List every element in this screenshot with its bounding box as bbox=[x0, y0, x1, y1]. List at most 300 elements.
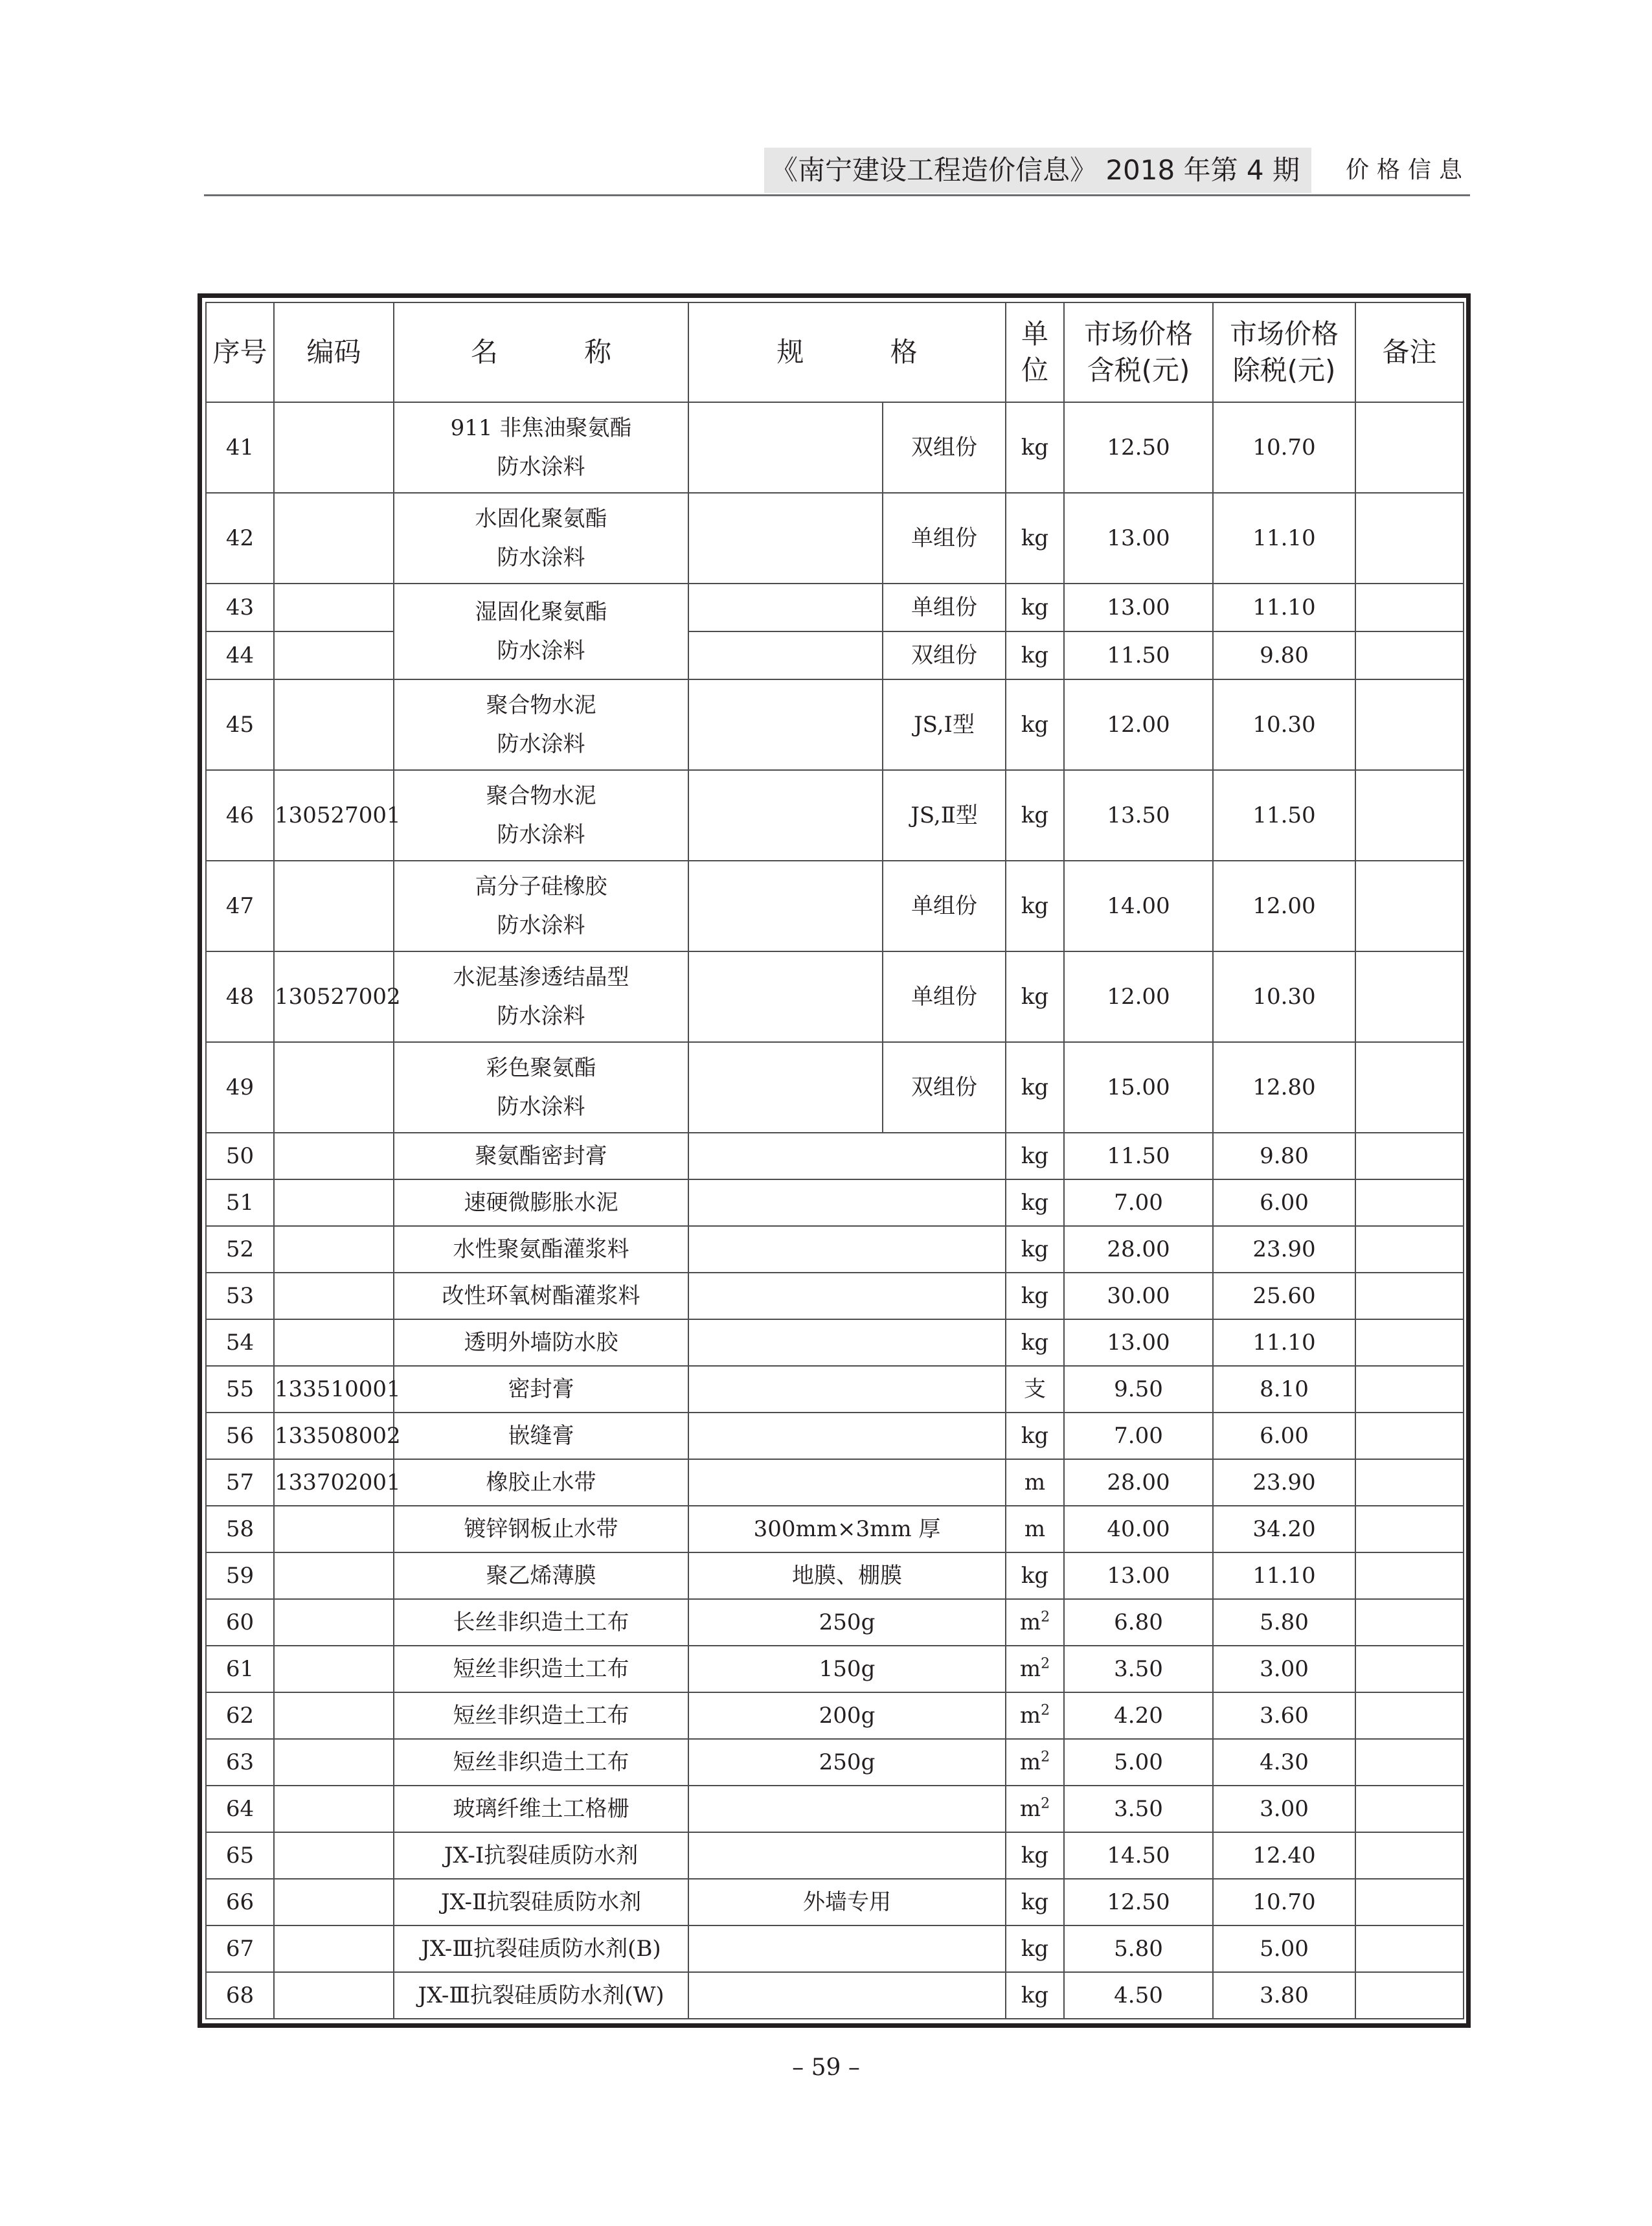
cell-price-excl: 8.10 bbox=[1213, 1366, 1355, 1413]
cell-no: 65 bbox=[206, 1832, 274, 1879]
cell-price-excl: 9.80 bbox=[1213, 1133, 1355, 1179]
cell-note bbox=[1355, 1599, 1464, 1646]
cell-code bbox=[274, 1133, 394, 1179]
cell-note bbox=[1355, 1319, 1464, 1366]
name-line: 水性聚氨酯灌浆料 bbox=[453, 1236, 629, 1262]
cell-code: 133508002 bbox=[274, 1413, 394, 1459]
cell-spec bbox=[688, 1413, 1006, 1459]
page-number: – 59 – bbox=[792, 2054, 860, 2081]
cell-name bbox=[394, 1179, 688, 1226]
superscript-2: 2 bbox=[1041, 1702, 1050, 1719]
cell-price-incl: 7.00 bbox=[1064, 1179, 1213, 1226]
name-line: 防水涂料 bbox=[497, 913, 585, 938]
header-rule bbox=[204, 194, 1470, 196]
cell-no: 43 bbox=[206, 584, 274, 631]
name-line: 聚氨酯密封膏 bbox=[475, 1143, 607, 1169]
cell-code bbox=[274, 1226, 394, 1273]
cell-spec-left bbox=[688, 631, 883, 679]
cell-spec bbox=[688, 1925, 1006, 1972]
cell-no: 45 bbox=[206, 679, 274, 770]
cell-code bbox=[274, 1506, 394, 1552]
table-row bbox=[206, 1739, 1464, 1786]
cell-unit: kg bbox=[1006, 1042, 1064, 1133]
cell-name bbox=[394, 402, 688, 493]
table-row bbox=[206, 1646, 1464, 1692]
cell-unit: kg bbox=[1006, 770, 1064, 861]
cell-name bbox=[394, 1552, 688, 1599]
cell-unit: kg bbox=[1006, 402, 1064, 493]
cell-price-excl: 10.30 bbox=[1213, 679, 1355, 770]
cell-note bbox=[1355, 1226, 1464, 1273]
name-line: 长丝非织造土工布 bbox=[453, 1609, 629, 1635]
name-line: JX-Ⅲ抗裂硅质防水剂(B) bbox=[421, 1936, 661, 1962]
cell-spec bbox=[688, 1832, 1006, 1879]
cell-spec: 外墙专用 bbox=[688, 1879, 1006, 1925]
table-row bbox=[206, 584, 1464, 631]
cell-price-incl: 40.00 bbox=[1064, 1506, 1213, 1552]
cell-spec bbox=[688, 1786, 1006, 1832]
cell-price-excl: 6.00 bbox=[1213, 1179, 1355, 1226]
cell-spec-left bbox=[688, 679, 883, 770]
table-row bbox=[206, 1413, 1464, 1459]
cell-note bbox=[1355, 584, 1464, 631]
name-line: 聚合物水泥 bbox=[486, 692, 596, 718]
table-header-row bbox=[206, 302, 1464, 402]
cell-unit: kg bbox=[1006, 1413, 1064, 1459]
cell-price-excl: 3.60 bbox=[1213, 1692, 1355, 1739]
cell-spec: 200g bbox=[688, 1692, 1006, 1739]
name-line: 防水涂料 bbox=[497, 1003, 585, 1029]
cell-name bbox=[394, 1366, 688, 1413]
cell-code bbox=[274, 402, 394, 493]
cell-price-incl: 13.00 bbox=[1064, 493, 1213, 584]
name-line: 防水涂料 bbox=[497, 822, 585, 848]
cell-name bbox=[394, 1972, 688, 2019]
cell-price-excl: 34.20 bbox=[1213, 1506, 1355, 1552]
cell-spec bbox=[688, 1972, 1006, 2019]
cell-spec: 250g bbox=[688, 1599, 1006, 1646]
col-header-spec: 规 格 bbox=[688, 302, 1006, 402]
cell-unit: kg bbox=[1006, 861, 1064, 951]
cell-name bbox=[394, 1832, 688, 1879]
table-row bbox=[206, 1273, 1464, 1319]
cell-no: 48 bbox=[206, 951, 274, 1042]
cell-name bbox=[394, 1413, 688, 1459]
cell-no: 47 bbox=[206, 861, 274, 951]
cell-spec bbox=[688, 1226, 1006, 1273]
cell-name bbox=[394, 1786, 688, 1832]
table-row bbox=[206, 402, 1464, 493]
cell-spec-right: 单组份 bbox=[883, 951, 1006, 1042]
cell-spec-left bbox=[688, 584, 883, 631]
superscript-2: 2 bbox=[1041, 1655, 1050, 1672]
cell-name bbox=[394, 861, 688, 951]
cell-price-incl: 30.00 bbox=[1064, 1273, 1213, 1319]
cell-price-excl: 3.00 bbox=[1213, 1786, 1355, 1832]
cell-spec-right: JS,Ⅰ型 bbox=[883, 679, 1006, 770]
section-title: 价格信息 bbox=[1345, 157, 1470, 183]
cell-code: 130527001 bbox=[274, 770, 394, 861]
cell-unit: m bbox=[1006, 1459, 1064, 1506]
cell-no: 59 bbox=[206, 1552, 274, 1599]
cell-note bbox=[1355, 1179, 1464, 1226]
cell-spec bbox=[688, 1133, 1006, 1179]
cell-code: 133702001 bbox=[274, 1459, 394, 1506]
cell-no: 56 bbox=[206, 1413, 274, 1459]
cell-spec: 150g bbox=[688, 1646, 1006, 1692]
cell-spec bbox=[688, 1179, 1006, 1226]
name-line: 防水涂料 bbox=[497, 638, 585, 664]
cell-price-incl: 11.50 bbox=[1064, 631, 1213, 679]
table-row bbox=[206, 1692, 1464, 1739]
table-row bbox=[206, 493, 1464, 584]
cell-price-incl: 13.00 bbox=[1064, 1319, 1213, 1366]
cell-unit: kg bbox=[1006, 1879, 1064, 1925]
cell-price-incl: 12.50 bbox=[1064, 402, 1213, 493]
cell-spec-left bbox=[688, 493, 883, 584]
name-line: 水固化聚氨酯 bbox=[475, 506, 607, 532]
col-header-price-excl: 市场价格 除税(元) bbox=[1213, 302, 1355, 402]
name-line: 速硬微膨胀水泥 bbox=[464, 1190, 618, 1216]
cell-note bbox=[1355, 770, 1464, 861]
cell-unit: m bbox=[1006, 1506, 1064, 1552]
cell-price-incl: 12.50 bbox=[1064, 1879, 1213, 1925]
cell-unit: kg bbox=[1006, 1925, 1064, 1972]
cell-code bbox=[274, 1879, 394, 1925]
table-row bbox=[206, 951, 1464, 1042]
cell-price-incl: 4.50 bbox=[1064, 1972, 1213, 2019]
cell-no: 55 bbox=[206, 1366, 274, 1413]
name-line: 短丝非织造土工布 bbox=[453, 1749, 629, 1775]
cell-price-incl: 28.00 bbox=[1064, 1459, 1213, 1506]
cell-price-excl: 5.80 bbox=[1213, 1599, 1355, 1646]
cell-price-incl: 4.20 bbox=[1064, 1692, 1213, 1739]
name-line: 防水涂料 bbox=[497, 731, 585, 757]
cell-note bbox=[1355, 402, 1464, 493]
cell-spec-left bbox=[688, 1042, 883, 1133]
cell-note bbox=[1355, 861, 1464, 951]
cell-price-incl: 6.80 bbox=[1064, 1599, 1213, 1646]
cell-no: 54 bbox=[206, 1319, 274, 1366]
cell-no: 58 bbox=[206, 1506, 274, 1552]
cell-code bbox=[274, 1692, 394, 1739]
cell-spec-right: 单组份 bbox=[883, 584, 1006, 631]
cell-price-incl: 15.00 bbox=[1064, 1042, 1213, 1133]
name-line: 聚合物水泥 bbox=[486, 783, 596, 809]
cell-no: 51 bbox=[206, 1179, 274, 1226]
table-row bbox=[206, 1133, 1464, 1179]
cell-price-incl: 14.00 bbox=[1064, 861, 1213, 951]
cell-price-excl: 3.80 bbox=[1213, 1972, 1355, 2019]
cell-price-excl: 5.00 bbox=[1213, 1925, 1355, 1972]
cell-no: 62 bbox=[206, 1692, 274, 1739]
cell-name bbox=[394, 1459, 688, 1506]
name-line: JX-Ⅱ抗裂硅质防水剂 bbox=[440, 1889, 642, 1915]
cell-no: 44 bbox=[206, 631, 274, 679]
table-row bbox=[206, 1319, 1464, 1366]
cell-unit: kg bbox=[1006, 1972, 1064, 2019]
cell-code: 133510001 bbox=[274, 1366, 394, 1413]
cell-name bbox=[394, 1319, 688, 1366]
cell-no: 46 bbox=[206, 770, 274, 861]
cell-unit: kg bbox=[1006, 1552, 1064, 1599]
cell-code bbox=[274, 631, 394, 679]
cell-price-excl: 12.40 bbox=[1213, 1832, 1355, 1879]
cell-price-incl: 13.00 bbox=[1064, 584, 1213, 631]
cell-price-excl: 12.00 bbox=[1213, 861, 1355, 951]
cell-note bbox=[1355, 1366, 1464, 1413]
cell-note bbox=[1355, 679, 1464, 770]
col-header-name: 名 称 bbox=[394, 302, 688, 402]
cell-spec bbox=[688, 1366, 1006, 1413]
cell-price-incl: 14.50 bbox=[1064, 1832, 1213, 1879]
cell-price-incl: 5.80 bbox=[1064, 1925, 1213, 1972]
superscript-2: 2 bbox=[1041, 1749, 1050, 1766]
name-line: 嵌缝膏 bbox=[508, 1423, 574, 1449]
cell-code bbox=[274, 1179, 394, 1226]
table-row bbox=[206, 1972, 1464, 2019]
cell-price-incl: 28.00 bbox=[1064, 1226, 1213, 1273]
cell-spec-right: 单组份 bbox=[883, 861, 1006, 951]
cell-unit: kg bbox=[1006, 1832, 1064, 1879]
cell-code bbox=[274, 1925, 394, 1972]
cell-price-incl: 12.00 bbox=[1064, 951, 1213, 1042]
table-row bbox=[206, 1786, 1464, 1832]
cell-unit: $m^2$ bbox=[1006, 1646, 1064, 1692]
cell-note bbox=[1355, 493, 1464, 584]
table-row bbox=[206, 1459, 1464, 1506]
name-line: JX-Ⅲ抗裂硅质防水剂(W) bbox=[418, 1982, 664, 2008]
cell-no: 63 bbox=[206, 1739, 274, 1786]
cell-no: 67 bbox=[206, 1925, 274, 1972]
cell-unit: $m^2$ bbox=[1006, 1786, 1064, 1832]
table-row bbox=[206, 1506, 1464, 1552]
cell-no: 64 bbox=[206, 1786, 274, 1832]
name-line: 镀锌钢板止水带 bbox=[464, 1516, 618, 1542]
cell-name bbox=[394, 679, 688, 770]
cell-unit: kg bbox=[1006, 1273, 1064, 1319]
cell-spec: 地膜、棚膜 bbox=[688, 1552, 1006, 1599]
name-line: 橡胶止水带 bbox=[486, 1470, 596, 1495]
cell-unit: kg bbox=[1006, 493, 1064, 584]
cell-price-incl: 12.00 bbox=[1064, 679, 1213, 770]
cell-price-incl: 11.50 bbox=[1064, 1133, 1213, 1179]
cell-note bbox=[1355, 1879, 1464, 1925]
table-row bbox=[206, 861, 1464, 951]
cell-spec-left bbox=[688, 861, 883, 951]
col-header-note: 备注 bbox=[1355, 302, 1464, 402]
name-line: 湿固化聚氨酯 bbox=[475, 599, 607, 625]
cell-code bbox=[274, 861, 394, 951]
name-line: 玻璃纤维土工格栅 bbox=[453, 1796, 629, 1822]
cell-spec-right: 双组份 bbox=[883, 631, 1006, 679]
table-row bbox=[206, 1879, 1464, 1925]
cell-code bbox=[274, 1552, 394, 1599]
cell-no: 68 bbox=[206, 1972, 274, 2019]
cell-spec-right: 双组份 bbox=[883, 1042, 1006, 1133]
table-row bbox=[206, 1925, 1464, 1972]
cell-spec: 250g bbox=[688, 1739, 1006, 1786]
cell-price-excl: 23.90 bbox=[1213, 1459, 1355, 1506]
cell-spec-left bbox=[688, 770, 883, 861]
table-row bbox=[206, 1179, 1464, 1226]
table-row bbox=[206, 1366, 1464, 1413]
cell-note bbox=[1355, 951, 1464, 1042]
cell-unit: $m^2$ bbox=[1006, 1599, 1064, 1646]
cell-price-incl: 7.00 bbox=[1064, 1413, 1213, 1459]
name-line: 高分子硅橡胶 bbox=[475, 874, 607, 900]
superscript-2: 2 bbox=[1041, 1609, 1050, 1626]
name-line: 911 非焦油聚氨酯 bbox=[450, 415, 632, 441]
cell-spec-left bbox=[688, 951, 883, 1042]
cell-note bbox=[1355, 1925, 1464, 1972]
cell-spec-right: JS,Ⅱ型 bbox=[883, 770, 1006, 861]
cell-unit: $m^2$ bbox=[1006, 1692, 1064, 1739]
cell-no: 41 bbox=[206, 402, 274, 493]
cell-unit: kg bbox=[1006, 951, 1064, 1042]
cell-code bbox=[274, 1786, 394, 1832]
cell-code bbox=[274, 584, 394, 631]
cell-spec bbox=[688, 1319, 1006, 1366]
cell-price-excl: 11.10 bbox=[1213, 1319, 1355, 1366]
cell-name bbox=[394, 1226, 688, 1273]
cell-unit: kg bbox=[1006, 631, 1064, 679]
cell-note bbox=[1355, 1692, 1464, 1739]
col-header-code: 编码 bbox=[274, 302, 394, 402]
cell-spec-right: 双组份 bbox=[883, 402, 1006, 493]
table-row bbox=[206, 1599, 1464, 1646]
cell-no: 42 bbox=[206, 493, 274, 584]
cell-note bbox=[1355, 1832, 1464, 1879]
cell-name bbox=[394, 493, 688, 584]
cell-code bbox=[274, 1646, 394, 1692]
cell-no: 57 bbox=[206, 1459, 274, 1506]
cell-code bbox=[274, 679, 394, 770]
name-line: 密封膏 bbox=[508, 1376, 574, 1402]
name-line: 防水涂料 bbox=[497, 454, 585, 480]
table-row bbox=[206, 1832, 1464, 1879]
cell-no: 53 bbox=[206, 1273, 274, 1319]
page-header bbox=[204, 148, 1470, 193]
cell-name bbox=[394, 1879, 688, 1925]
name-line: 短丝非织造土工布 bbox=[453, 1656, 629, 1682]
cell-unit: kg bbox=[1006, 1319, 1064, 1366]
cell-price-excl: 3.00 bbox=[1213, 1646, 1355, 1692]
cell-code bbox=[274, 1832, 394, 1879]
cell-name bbox=[394, 1042, 688, 1133]
cell-note bbox=[1355, 1739, 1464, 1786]
cell-name bbox=[394, 1646, 688, 1692]
table-row bbox=[206, 679, 1464, 770]
cell-price-excl: 9.80 bbox=[1213, 631, 1355, 679]
cell-spec-left bbox=[688, 402, 883, 493]
cell-name bbox=[394, 951, 688, 1042]
cell-price-incl: 3.50 bbox=[1064, 1786, 1213, 1832]
name-line: 防水涂料 bbox=[497, 1094, 585, 1120]
cell-no: 61 bbox=[206, 1646, 274, 1692]
cell-code bbox=[274, 1972, 394, 2019]
table-body bbox=[206, 402, 1464, 2019]
cell-price-excl: 4.30 bbox=[1213, 1739, 1355, 1786]
cell-note bbox=[1355, 1786, 1464, 1832]
table-row bbox=[206, 1552, 1464, 1599]
name-line: JX-Ⅰ抗裂硅质防水剂 bbox=[444, 1843, 639, 1868]
cell-price-excl: 11.10 bbox=[1213, 493, 1355, 584]
cell-no: 49 bbox=[206, 1042, 274, 1133]
cell-spec bbox=[688, 1273, 1006, 1319]
cell-unit: kg bbox=[1006, 1133, 1064, 1179]
cell-spec-right: 单组份 bbox=[883, 493, 1006, 584]
cell-price-incl: 13.50 bbox=[1064, 770, 1213, 861]
cell-code bbox=[274, 1599, 394, 1646]
col-header-unit: 单 位 bbox=[1006, 302, 1064, 402]
cell-note bbox=[1355, 1413, 1464, 1459]
cell-price-excl: 11.10 bbox=[1213, 584, 1355, 631]
cell-unit: kg bbox=[1006, 679, 1064, 770]
cell-code: 130527002 bbox=[274, 951, 394, 1042]
table-row bbox=[206, 1042, 1464, 1133]
cell-name bbox=[394, 1692, 688, 1739]
cell-note bbox=[1355, 1972, 1464, 2019]
cell-no: 52 bbox=[206, 1226, 274, 1273]
cell-name bbox=[394, 1133, 688, 1179]
cell-code bbox=[274, 1273, 394, 1319]
cell-price-excl: 11.50 bbox=[1213, 770, 1355, 861]
cell-price-excl: 23.90 bbox=[1213, 1226, 1355, 1273]
price-table bbox=[205, 302, 1464, 2019]
cell-name bbox=[394, 770, 688, 861]
cell-note bbox=[1355, 1646, 1464, 1692]
cell-note bbox=[1355, 1133, 1464, 1179]
name-line: 水泥基渗透结晶型 bbox=[453, 964, 629, 990]
cell-unit: $m^2$ bbox=[1006, 1739, 1064, 1786]
cell-name bbox=[394, 1273, 688, 1319]
cell-name bbox=[394, 584, 688, 679]
name-line: 改性环氧树酯灌浆料 bbox=[442, 1283, 640, 1309]
cell-note bbox=[1355, 1273, 1464, 1319]
cell-code bbox=[274, 1739, 394, 1786]
cell-price-incl: 5.00 bbox=[1064, 1739, 1213, 1786]
cell-code bbox=[274, 493, 394, 584]
cell-price-incl: 13.00 bbox=[1064, 1552, 1213, 1599]
name-line: 聚乙烯薄膜 bbox=[486, 1563, 596, 1589]
cell-unit: kg bbox=[1006, 584, 1064, 631]
cell-unit: kg bbox=[1006, 1226, 1064, 1273]
name-line: 防水涂料 bbox=[497, 545, 585, 571]
name-line: 彩色聚氨酯 bbox=[486, 1055, 596, 1081]
cell-price-excl: 10.30 bbox=[1213, 951, 1355, 1042]
cell-code bbox=[274, 1319, 394, 1366]
cell-note bbox=[1355, 1552, 1464, 1599]
cell-no: 50 bbox=[206, 1133, 274, 1179]
cell-no: 66 bbox=[206, 1879, 274, 1925]
cell-price-excl: 12.80 bbox=[1213, 1042, 1355, 1133]
cell-spec: 300mm×3mm 厚 bbox=[688, 1506, 1006, 1552]
cell-price-excl: 10.70 bbox=[1213, 1879, 1355, 1925]
cell-spec bbox=[688, 1459, 1006, 1506]
name-line: 透明外墙防水胶 bbox=[464, 1330, 618, 1356]
cell-name bbox=[394, 1506, 688, 1552]
cell-note bbox=[1355, 631, 1464, 679]
superscript-2: 2 bbox=[1041, 1795, 1050, 1812]
cell-no: 60 bbox=[206, 1599, 274, 1646]
cell-unit: kg bbox=[1006, 1179, 1064, 1226]
cell-code bbox=[274, 1042, 394, 1133]
cell-name bbox=[394, 1925, 688, 1972]
publication-title: 《南宁建设工程造价信息》 2018 年第 4 期 bbox=[764, 148, 1311, 193]
col-header-no: 序号 bbox=[206, 302, 274, 402]
cell-name bbox=[394, 1739, 688, 1786]
